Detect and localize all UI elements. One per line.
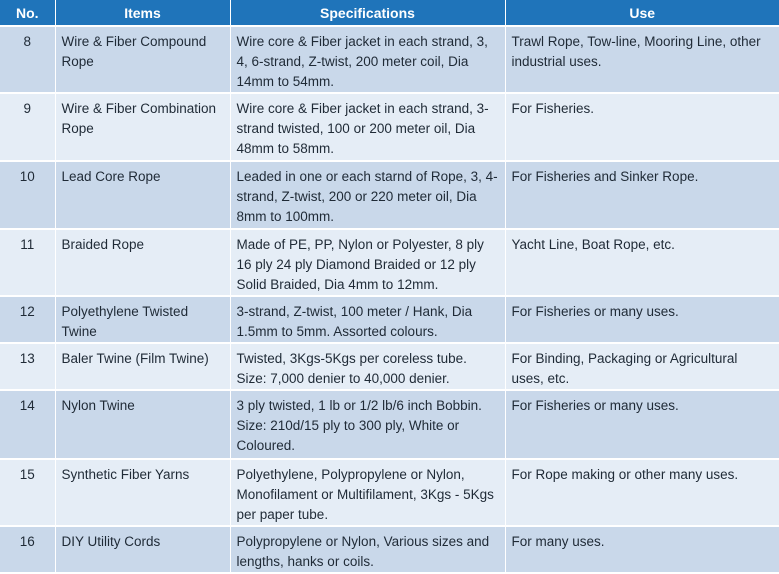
table-row [0, 343, 779, 390]
table-row [0, 26, 779, 93]
cell-spec: Twisted, 3Kgs-5Kgs per coreless tube. Size: 7,000 denier to 40,000 denier. [230, 343, 505, 390]
cell-use: For Fisheries and Sinker Rope. [505, 161, 779, 229]
cell-no: 13 [0, 343, 55, 390]
header-row [0, 0, 779, 26]
cell-spec: Polypropylene or Nylon, Various sizes and lengths, hanks or coils. [230, 526, 505, 573]
cell-no: 9 [0, 93, 55, 161]
cell-use: For Rope making or other many uses. [505, 459, 779, 526]
table-row [0, 93, 779, 161]
cell-item: Nylon Twine [55, 390, 230, 459]
cell-use: Yacht Line, Boat Rope, etc. [505, 229, 779, 296]
cell-item: Wire & Fiber Compound Rope [55, 26, 230, 93]
cell-use: For Fisheries. [505, 93, 779, 161]
table-row [0, 296, 779, 343]
cell-item: Braided Rope [55, 229, 230, 296]
table-row [0, 161, 779, 229]
cell-no: 16 [0, 526, 55, 573]
cell-no: 10 [0, 161, 55, 229]
cell-item: Lead Core Rope [55, 161, 230, 229]
cell-no: 11 [0, 229, 55, 296]
table-row [0, 229, 779, 296]
header-use: Use [505, 0, 779, 26]
cell-no: 14 [0, 390, 55, 459]
cell-spec: Polyethylene, Polypropylene or Nylon, Monofilament or Multifilament, 3Kgs - 5Kgs per paper tube. [230, 459, 505, 526]
cell-spec: Made of PE, PP, Nylon or Polyester, 8 ply 16 ply 24 ply Diamond Braided or 12 ply Solid Braided, Dia 4mm to 12mm. [230, 229, 505, 296]
cell-spec: Wire core & Fiber jacket in each strand, 3-strand twisted, 100 or 200 meter oil, Dia 48mm to 58mm. [230, 93, 505, 161]
cell-use: Trawl Rope, Tow-line, Mooring Line, other industrial uses. [505, 26, 779, 93]
header-items: Items [55, 0, 230, 26]
cell-item: Wire & Fiber Combination Rope [55, 93, 230, 161]
cell-item: DIY Utility Cords [55, 526, 230, 573]
cell-no: 12 [0, 296, 55, 343]
cell-item: Synthetic Fiber Yarns [55, 459, 230, 526]
table-row [0, 526, 779, 573]
cell-spec: 3-strand, Z-twist, 100 meter / Hank, Dia 1.5mm to 5mm. Assorted colours. [230, 296, 505, 343]
table-row [0, 390, 779, 459]
cell-spec: 3 ply twisted, 1 lb or 1/2 lb/6 inch Bobbin. Size: 210d/15 ply to 300 ply, White or Coloured. [230, 390, 505, 459]
table-row [0, 459, 779, 526]
header-specifications: Specifications [230, 0, 505, 26]
cell-use: For Fisheries or many uses. [505, 296, 779, 343]
cell-use: For many uses. [505, 526, 779, 573]
cell-spec: Wire core & Fiber jacket in each strand, 3, 4, 6-strand, Z-twist, 200 meter coil, Dia 14mm to 54mm. [230, 26, 505, 93]
header-no: No. [0, 0, 55, 26]
cell-item: Polyethylene Twisted Twine [55, 296, 230, 343]
cell-spec: Leaded in one or each starnd of Rope, 3, 4-strand, Z-twist, 200 or 220 meter oil, Dia 8mm to 100mm. [230, 161, 505, 229]
cell-no: 15 [0, 459, 55, 526]
cell-no: 8 [0, 26, 55, 93]
cell-use: For Fisheries or many uses. [505, 390, 779, 459]
cell-use: For Binding, Packaging or Agricultural uses, etc. [505, 343, 779, 390]
cell-item: Baler Twine (Film Twine) [55, 343, 230, 390]
